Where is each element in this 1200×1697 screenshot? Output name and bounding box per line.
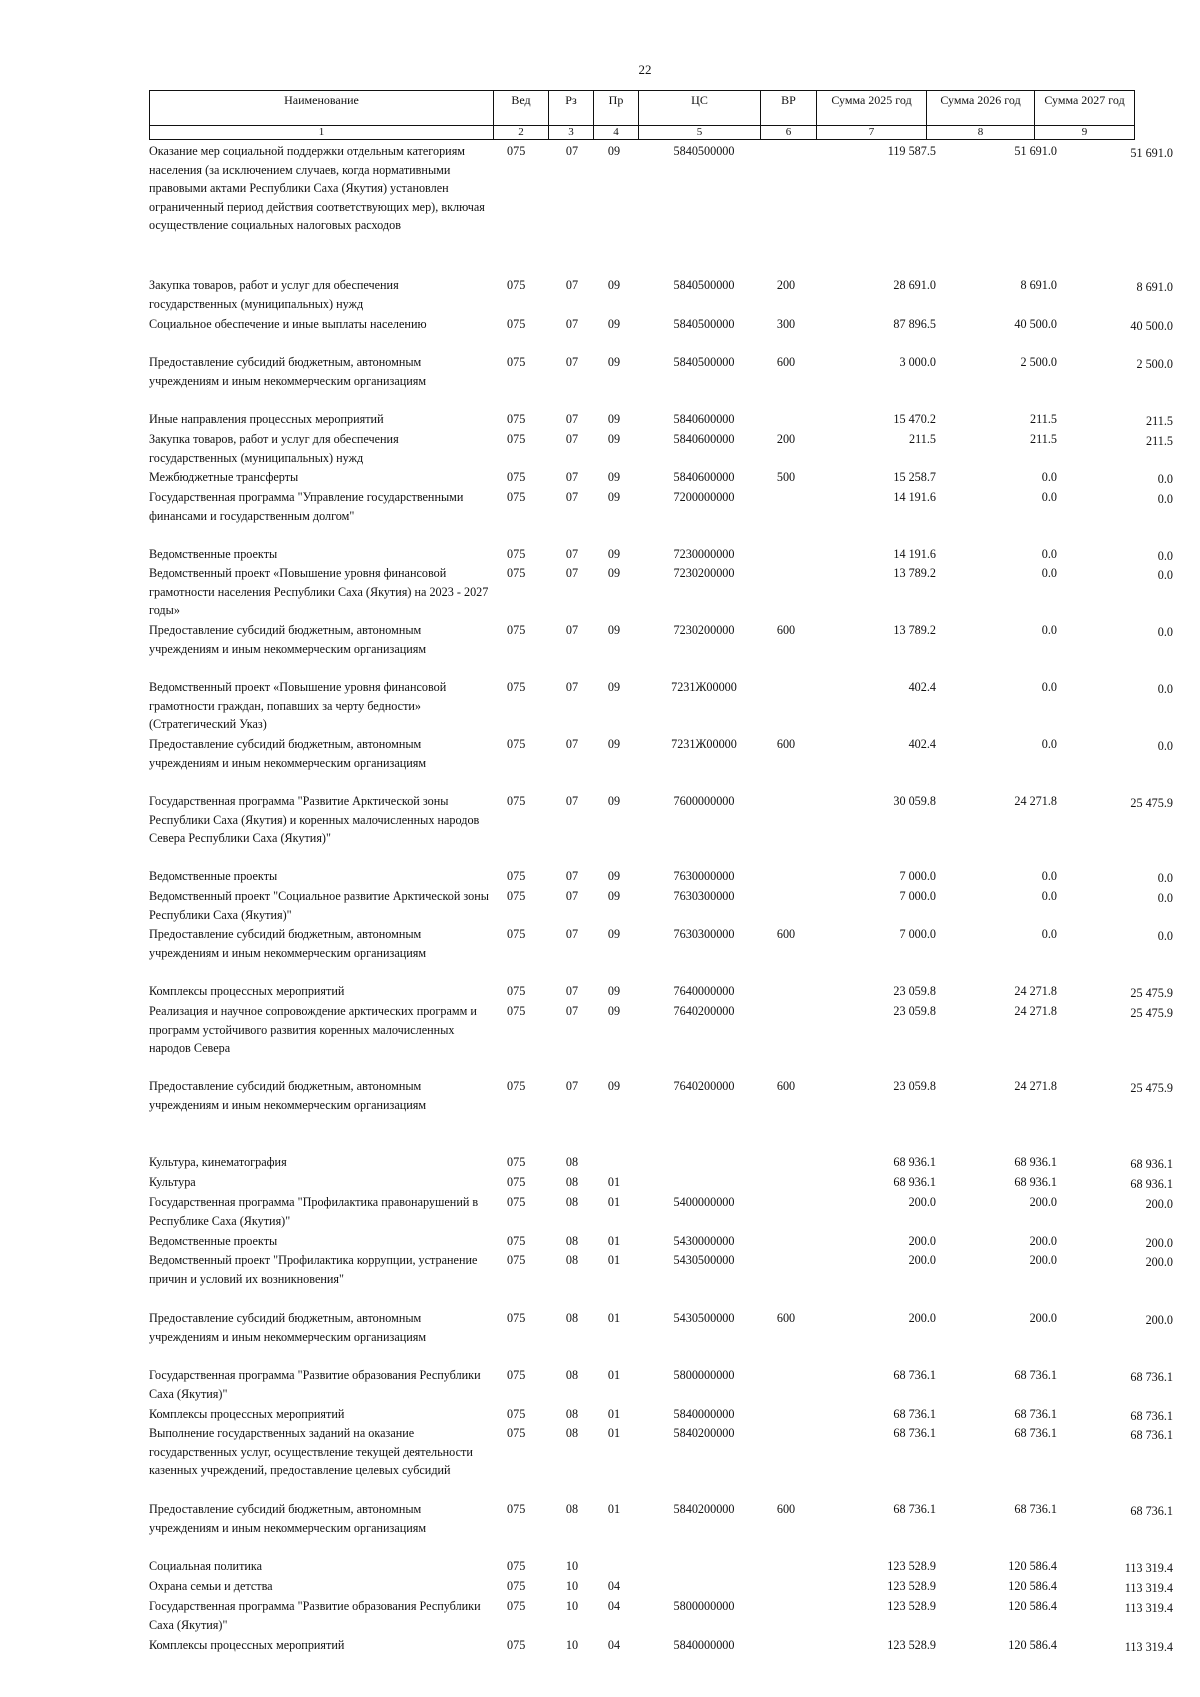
row-pr: 09 — [607, 317, 621, 331]
row-sum-2026: 24 271.8 — [1014, 984, 1057, 998]
row-cs: 7200000000 — [673, 490, 735, 504]
row-cs: 7630000000 — [673, 869, 735, 883]
row-pr: 09 — [607, 278, 621, 292]
page-number: 22 — [638, 62, 652, 77]
row-ved: 075 — [507, 794, 526, 808]
row-cs: 5840500000 — [673, 144, 735, 158]
row-pr: 01 — [607, 1407, 621, 1421]
row-sum-2027: 113 319.4 — [1124, 1581, 1173, 1595]
row-sum-2025: 23 059.8 — [893, 1079, 936, 1093]
row-sum-2026: 0.0 — [1041, 623, 1057, 637]
header-cell-name: Наименование — [284, 93, 359, 107]
row-rz: 07 — [565, 317, 579, 331]
row-sum-2027: 113 319.4 — [1124, 1601, 1173, 1615]
row-rz: 10 — [565, 1579, 579, 1593]
row-rz: 07 — [565, 490, 579, 504]
row-sum-2027: 25 475.9 — [1130, 986, 1173, 1000]
row-rz: 07 — [565, 278, 579, 292]
row-cs: 5840600000 — [673, 470, 735, 484]
row-sum-2025: 200.0 — [908, 1253, 936, 1267]
row-name: Межбюджетные трансферты — [149, 470, 299, 484]
row-ved: 075 — [507, 737, 526, 751]
row-rz: 08 — [565, 1234, 579, 1248]
row-ved: 075 — [507, 547, 526, 561]
row-sum-2026: 0.0 — [1041, 889, 1057, 903]
row-cs: 5840600000 — [673, 432, 735, 446]
row-sum-2025: 119 587.5 — [887, 144, 936, 158]
row-ved: 075 — [507, 1638, 526, 1652]
header-cell-sum-2026: Сумма 2026 год — [926, 91, 1034, 125]
row-sum-2026: 24 271.8 — [1014, 794, 1057, 808]
header-number: 1 — [318, 126, 325, 138]
row-name: Ведомственные проекты — [149, 1234, 278, 1248]
row-pr: 01 — [607, 1234, 621, 1248]
row-cs: 5430500000 — [673, 1311, 735, 1325]
row-sum-2025: 15 258.7 — [893, 470, 936, 484]
row-sum-2025: 200.0 — [908, 1311, 936, 1325]
header-number: 4 — [593, 126, 638, 139]
row-sum-2026: 0.0 — [1041, 737, 1057, 751]
row-vr: 200 — [776, 278, 796, 292]
row-sum-2027: 0.0 — [1157, 891, 1173, 905]
row-pr: 09 — [607, 355, 621, 369]
row-cs: 5840500000 — [673, 317, 735, 331]
row-vr: 600 — [776, 1502, 796, 1516]
row-sum-2026: 0.0 — [1041, 490, 1057, 504]
row-ved: 075 — [507, 1502, 526, 1516]
row-sum-2027: 0.0 — [1157, 871, 1173, 885]
row-pr: 04 — [607, 1638, 621, 1652]
row-rz: 07 — [565, 794, 579, 808]
row-pr: 01 — [607, 1311, 621, 1325]
row-ved: 075 — [507, 623, 526, 637]
row-ved: 075 — [507, 1004, 526, 1018]
row-ved: 075 — [507, 1155, 526, 1169]
row-sum-2027: 68 736.1 — [1130, 1409, 1173, 1423]
row-name: Предоставление субсидий бюджетным, автономным учреждениям и иным некоммерческим организациям — [149, 1502, 427, 1535]
row-name: Ведомственные проекты — [149, 547, 278, 561]
row-rz: 07 — [565, 623, 579, 637]
row-sum-2026: 211.5 — [1030, 432, 1057, 446]
header-cell-cs: ЦС — [638, 91, 760, 125]
row-sum-2025: 87 896.5 — [893, 317, 936, 331]
row-pr: 09 — [607, 984, 621, 998]
row-rz: 07 — [565, 412, 579, 426]
row-sum-2026: 68 736.1 — [1014, 1368, 1057, 1382]
row-sum-2026: 0.0 — [1041, 927, 1057, 941]
row-cs: 5840500000 — [673, 355, 735, 369]
row-name: Ведомственный проект «Повышение уровня финансовой грамотности граждан, попавших за черту бедности» (Стратегический Указ) — [149, 680, 447, 732]
row-name: Культура — [149, 1175, 196, 1189]
table-header-numbers — [149, 126, 1135, 140]
row-name: Закупка товаров, работ и услуг для обеспечения государственных (муниципальных) нужд — [149, 432, 399, 465]
row-cs: 5800000000 — [673, 1368, 735, 1382]
header-number: 6 — [760, 126, 816, 139]
row-cs: 7640000000 — [673, 984, 735, 998]
row-pr: 04 — [607, 1599, 621, 1613]
row-sum-2027: 68 936.1 — [1130, 1177, 1173, 1191]
row-ved: 075 — [507, 889, 526, 903]
row-vr: 500 — [776, 470, 796, 484]
row-name: Государственная программа "Управление государственными финансами и государственным долгом" — [149, 490, 464, 523]
row-sum-2027: 0.0 — [1157, 492, 1173, 506]
row-sum-2026: 2 500.0 — [1020, 355, 1057, 369]
row-sum-2025: 7 000.0 — [899, 869, 936, 883]
row-sum-2027: 25 475.9 — [1130, 796, 1173, 810]
header-number: 5 — [638, 126, 760, 139]
row-name: Комплексы процессных мероприятий — [149, 1407, 345, 1421]
row-sum-2026: 0.0 — [1041, 869, 1057, 883]
row-pr: 01 — [607, 1368, 621, 1382]
row-rz: 07 — [565, 547, 579, 561]
table-header — [149, 90, 1135, 126]
row-sum-2025: 23 059.8 — [893, 984, 936, 998]
row-vr: 600 — [776, 1079, 796, 1093]
row-name: Предоставление субсидий бюджетным, автономным учреждениям и иным некоммерческим организациям — [149, 355, 427, 388]
row-sum-2027: 200.0 — [1145, 1197, 1173, 1211]
row-rz: 08 — [565, 1155, 579, 1169]
row-name: Социальная политика — [149, 1559, 263, 1573]
row-sum-2025: 402.4 — [908, 680, 936, 694]
header-cell-pr: Пр — [593, 91, 638, 125]
row-ved: 075 — [507, 1368, 526, 1382]
row-cs: 5430000000 — [673, 1234, 735, 1248]
row-name: Комплексы процессных мероприятий — [149, 984, 345, 998]
row-sum-2026: 68 736.1 — [1014, 1426, 1057, 1440]
row-cs: 5840600000 — [673, 412, 735, 426]
row-pr: 09 — [607, 889, 621, 903]
row-pr: 09 — [607, 794, 621, 808]
row-name: Государственная программа "Развитие образования Республики Саха (Якутия)" — [149, 1368, 481, 1401]
row-rz: 08 — [565, 1407, 579, 1421]
row-name: Реализация и научное сопровождение арктических программ и программ устойчивого развития коренных малочисленных народов Севера — [149, 1004, 477, 1056]
row-sum-2026: 68 736.1 — [1014, 1502, 1057, 1516]
row-ved: 075 — [507, 984, 526, 998]
row-ved: 075 — [507, 490, 526, 504]
row-sum-2026: 200.0 — [1029, 1234, 1057, 1248]
row-sum-2025: 68 736.1 — [893, 1368, 936, 1382]
row-name: Охрана семьи и детства — [149, 1579, 273, 1593]
row-sum-2026: 40 500.0 — [1014, 317, 1057, 331]
row-sum-2026: 120 586.4 — [1008, 1638, 1057, 1652]
row-cs: 5840500000 — [673, 278, 735, 292]
row-cs: 7231Ж00000 — [671, 737, 737, 751]
header-number: 7 — [816, 126, 926, 139]
header-cell-ved: Вед — [493, 91, 548, 125]
row-name: Культура, кинематография — [149, 1155, 287, 1169]
row-sum-2027: 113 319.4 — [1124, 1561, 1173, 1575]
row-rz: 07 — [565, 470, 579, 484]
row-ved: 075 — [507, 1253, 526, 1267]
row-pr: 09 — [607, 927, 621, 941]
row-sum-2025: 23 059.8 — [893, 1004, 936, 1018]
row-sum-2025: 68 736.1 — [893, 1502, 936, 1516]
row-sum-2027: 0.0 — [1157, 568, 1173, 582]
row-pr: 01 — [607, 1253, 621, 1267]
row-rz: 07 — [565, 1004, 579, 1018]
row-sum-2027: 8 691.0 — [1136, 280, 1173, 294]
row-cs: 5800000000 — [673, 1599, 735, 1613]
row-sum-2025: 123 528.9 — [887, 1599, 936, 1613]
row-rz: 07 — [565, 984, 579, 998]
row-rz: 07 — [565, 737, 579, 751]
row-sum-2026: 8 691.0 — [1020, 278, 1057, 292]
row-sum-2025: 68 736.1 — [893, 1426, 936, 1440]
row-rz: 08 — [565, 1195, 579, 1209]
header-cell-sum-2025: Сумма 2025 год — [816, 91, 926, 125]
header-number: 3 — [548, 126, 593, 139]
row-sum-2025: 123 528.9 — [887, 1638, 936, 1652]
row-sum-2026: 200.0 — [1029, 1311, 1057, 1325]
row-sum-2025: 28 691.0 — [893, 278, 936, 292]
row-ved: 075 — [507, 1599, 526, 1613]
row-sum-2027: 211.5 — [1146, 414, 1173, 428]
row-name: Иные направления процессных мероприятий — [149, 412, 384, 426]
row-rz: 08 — [565, 1311, 579, 1325]
row-sum-2025: 7 000.0 — [899, 889, 936, 903]
row-pr: 01 — [607, 1175, 621, 1189]
row-pr: 09 — [607, 470, 621, 484]
row-sum-2027: 200.0 — [1145, 1236, 1173, 1250]
row-rz: 07 — [565, 680, 579, 694]
row-ved: 075 — [507, 1079, 526, 1093]
row-name: Комплексы процессных мероприятий — [149, 1638, 345, 1652]
row-ved: 075 — [507, 317, 526, 331]
row-sum-2026: 0.0 — [1041, 680, 1057, 694]
row-sum-2026: 120 586.4 — [1008, 1579, 1057, 1593]
row-sum-2026: 51 691.0 — [1014, 144, 1057, 158]
row-rz: 10 — [565, 1559, 579, 1573]
row-sum-2027: 68 736.1 — [1130, 1428, 1173, 1442]
row-sum-2027: 200.0 — [1145, 1313, 1173, 1327]
row-sum-2025: 30 059.8 — [893, 794, 936, 808]
row-sum-2026: 68 736.1 — [1014, 1407, 1057, 1421]
row-ved: 075 — [507, 566, 526, 580]
row-ved: 075 — [507, 278, 526, 292]
row-sum-2026: 211.5 — [1030, 412, 1057, 426]
row-sum-2025: 7 000.0 — [899, 927, 936, 941]
row-ved: 075 — [507, 412, 526, 426]
row-ved: 075 — [507, 432, 526, 446]
row-cs: 7630300000 — [673, 927, 735, 941]
row-rz: 08 — [565, 1253, 579, 1267]
header-cell-sum-2027: Сумма 2027 год — [1034, 91, 1134, 125]
row-pr: 09 — [607, 623, 621, 637]
row-pr: 09 — [607, 1079, 621, 1093]
row-cs: 5430500000 — [673, 1253, 735, 1267]
row-rz: 08 — [565, 1368, 579, 1382]
row-cs: 7640200000 — [673, 1079, 735, 1093]
row-pr: 09 — [607, 566, 621, 580]
row-pr: 09 — [607, 1004, 621, 1018]
row-sum-2027: 113 319.4 — [1124, 1640, 1173, 1654]
row-vr: 600 — [776, 927, 796, 941]
row-name: Государственная программа "Профилактика правонарушений в Республике Саха (Якутия)" — [149, 1195, 479, 1228]
row-sum-2025: 13 789.2 — [893, 623, 936, 637]
row-cs: 7230000000 — [673, 547, 735, 561]
row-pr: 01 — [607, 1426, 621, 1440]
row-ved: 075 — [507, 1175, 526, 1189]
row-vr: 300 — [776, 317, 796, 331]
row-ved: 075 — [507, 470, 526, 484]
row-name: Государственная программа "Развитие Арктической зоны Республики Саха (Якутия) и коренных малочисленных народов Севера Республики Саха (Якутия)" — [149, 794, 480, 846]
row-sum-2027: 68 936.1 — [1130, 1157, 1173, 1171]
row-name: Ведомственный проект «Повышение уровня финансовой грамотности населения Республики Саха (Якутия) на 2023 - 2027 годы» — [149, 566, 489, 618]
row-pr: 09 — [607, 432, 621, 446]
row-pr: 09 — [607, 144, 621, 158]
header-number: 9 — [1034, 126, 1134, 139]
row-cs: 7600000000 — [673, 794, 735, 808]
row-cs: 5840000000 — [673, 1638, 735, 1652]
row-sum-2025: 68 936.1 — [893, 1175, 936, 1189]
row-name: Выполнение государственных заданий на оказание государственных услуг, осуществление текущей деятельности казенных учреждений, предоставление целевых субсидий — [149, 1426, 473, 1478]
row-ved: 075 — [507, 1234, 526, 1248]
row-sum-2025: 68 936.1 — [893, 1155, 936, 1169]
header-cell-vr: ВР — [760, 91, 816, 125]
row-sum-2025: 3 000.0 — [899, 355, 936, 369]
row-cs: 7230200000 — [673, 623, 735, 637]
row-sum-2026: 68 936.1 — [1014, 1155, 1057, 1169]
header-number: 8 — [926, 126, 1034, 139]
row-name: Ведомственный проект "Профилактика коррупции, устранение причин и условий их возникновения" — [149, 1253, 478, 1286]
row-ved: 075 — [507, 869, 526, 883]
row-sum-2026: 0.0 — [1041, 470, 1057, 484]
row-rz: 10 — [565, 1599, 579, 1613]
row-sum-2026: 0.0 — [1041, 547, 1057, 561]
row-cs: 7630300000 — [673, 889, 735, 903]
header-cell-rz: Рз — [548, 91, 593, 125]
row-pr: 01 — [607, 1195, 621, 1209]
row-ved: 075 — [507, 144, 526, 158]
row-name: Закупка товаров, работ и услуг для обеспечения государственных (муниципальных) нужд — [149, 278, 399, 311]
row-vr: 600 — [776, 1311, 796, 1325]
row-ved: 075 — [507, 1311, 526, 1325]
row-vr: 600 — [776, 355, 796, 369]
row-ved: 075 — [507, 355, 526, 369]
row-sum-2026: 200.0 — [1029, 1195, 1057, 1209]
row-rz: 07 — [565, 869, 579, 883]
row-sum-2027: 0.0 — [1157, 549, 1173, 563]
row-sum-2025: 200.0 — [908, 1234, 936, 1248]
row-sum-2027: 211.5 — [1146, 434, 1173, 448]
row-sum-2026: 24 271.8 — [1014, 1004, 1057, 1018]
row-pr: 09 — [607, 412, 621, 426]
row-pr: 09 — [607, 547, 621, 561]
row-sum-2026: 0.0 — [1041, 566, 1057, 580]
row-rz: 08 — [565, 1502, 579, 1516]
row-sum-2025: 14 191.6 — [893, 490, 936, 504]
row-sum-2026: 120 586.4 — [1008, 1599, 1057, 1613]
row-sum-2026: 120 586.4 — [1008, 1559, 1057, 1573]
row-sum-2027: 68 736.1 — [1130, 1504, 1173, 1518]
row-sum-2026: 24 271.8 — [1014, 1079, 1057, 1093]
row-name: Предоставление субсидий бюджетным, автономным учреждениям и иным некоммерческим организациям — [149, 927, 427, 960]
row-pr: 04 — [607, 1579, 621, 1593]
row-sum-2027: 51 691.0 — [1130, 146, 1173, 160]
row-sum-2026: 68 936.1 — [1014, 1175, 1057, 1189]
row-pr: 09 — [607, 869, 621, 883]
row-name: Оказание мер социальной поддержки отдельным категориям населения (за исключением случаев, когда нормативными правовыми актами Республики Саха (Якутия) установлен ограниченный период действия соответствующих мер), включая осуществление социальных налоговых расходов — [149, 144, 485, 233]
row-ved: 075 — [507, 1579, 526, 1593]
row-pr: 01 — [607, 1502, 621, 1516]
row-rz: 07 — [565, 927, 579, 941]
row-sum-2027: 40 500.0 — [1130, 319, 1173, 333]
row-sum-2025: 15 470.2 — [893, 412, 936, 426]
row-vr: 600 — [776, 623, 796, 637]
row-ved: 075 — [507, 680, 526, 694]
row-sum-2025: 200.0 — [908, 1195, 936, 1209]
row-name: Государственная программа "Развитие образования Республики Саха (Якутия)" — [149, 1599, 481, 1632]
row-vr: 200 — [776, 432, 796, 446]
row-name: Предоставление субсидий бюджетным, автономным учреждениям и иным некоммерческим организациям — [149, 623, 427, 656]
row-cs: 5400000000 — [673, 1195, 735, 1209]
row-sum-2027: 0.0 — [1157, 682, 1173, 696]
row-sum-2025: 123 528.9 — [887, 1579, 936, 1593]
row-cs: 5840000000 — [673, 1407, 735, 1421]
row-rz: 07 — [565, 566, 579, 580]
row-rz: 07 — [565, 432, 579, 446]
row-pr: 09 — [607, 680, 621, 694]
row-vr: 600 — [776, 737, 796, 751]
row-name: Предоставление субсидий бюджетным, автономным учреждениям и иным некоммерческим организациям — [149, 1079, 427, 1112]
row-ved: 075 — [507, 1426, 526, 1440]
row-sum-2027: 25 475.9 — [1130, 1006, 1173, 1020]
row-sum-2025: 14 191.6 — [893, 547, 936, 561]
row-cs: 5840200000 — [673, 1426, 735, 1440]
row-sum-2025: 68 736.1 — [893, 1407, 936, 1421]
row-name: Предоставление субсидий бюджетным, автономным учреждениям и иным некоммерческим организациям — [149, 1311, 427, 1344]
row-sum-2027: 25 475.9 — [1130, 1081, 1173, 1095]
row-cs: 7230200000 — [673, 566, 735, 580]
row-sum-2027: 2 500.0 — [1136, 357, 1173, 371]
row-rz: 07 — [565, 889, 579, 903]
row-sum-2027: 0.0 — [1157, 472, 1173, 486]
row-sum-2027: 0.0 — [1157, 625, 1173, 639]
row-pr: 09 — [607, 490, 621, 504]
row-sum-2027: 0.0 — [1157, 739, 1173, 753]
row-cs: 7231Ж00000 — [671, 680, 737, 694]
row-cs: 5840200000 — [673, 1502, 735, 1516]
row-name: Ведомственные проекты — [149, 869, 278, 883]
row-pr: 09 — [607, 737, 621, 751]
row-name: Ведомственный проект "Социальное развитие Арктической зоны Республики Саха (Якутия)" — [149, 889, 489, 922]
row-rz: 07 — [565, 355, 579, 369]
row-name: Социальное обеспечение и иные выплаты населению — [149, 317, 427, 331]
row-rz: 07 — [565, 144, 579, 158]
row-sum-2025: 211.5 — [909, 432, 936, 446]
row-sum-2026: 200.0 — [1029, 1253, 1057, 1267]
row-sum-2027: 68 736.1 — [1130, 1370, 1173, 1384]
row-cs: 7640200000 — [673, 1004, 735, 1018]
row-rz: 07 — [565, 1079, 579, 1093]
row-ved: 075 — [507, 1407, 526, 1421]
row-name: Предоставление субсидий бюджетным, автономным учреждениям и иным некоммерческим организациям — [149, 737, 427, 770]
row-sum-2025: 13 789.2 — [893, 566, 936, 580]
row-sum-2027: 0.0 — [1157, 929, 1173, 943]
row-rz: 08 — [565, 1175, 579, 1189]
row-rz: 08 — [565, 1426, 579, 1440]
row-sum-2027: 200.0 — [1145, 1255, 1173, 1269]
row-rz: 10 — [565, 1638, 579, 1652]
row-sum-2025: 123 528.9 — [887, 1559, 936, 1573]
header-number: 2 — [493, 126, 548, 139]
row-ved: 075 — [507, 927, 526, 941]
row-ved: 075 — [507, 1195, 526, 1209]
row-ved: 075 — [507, 1559, 526, 1573]
row-sum-2025: 402.4 — [908, 737, 936, 751]
